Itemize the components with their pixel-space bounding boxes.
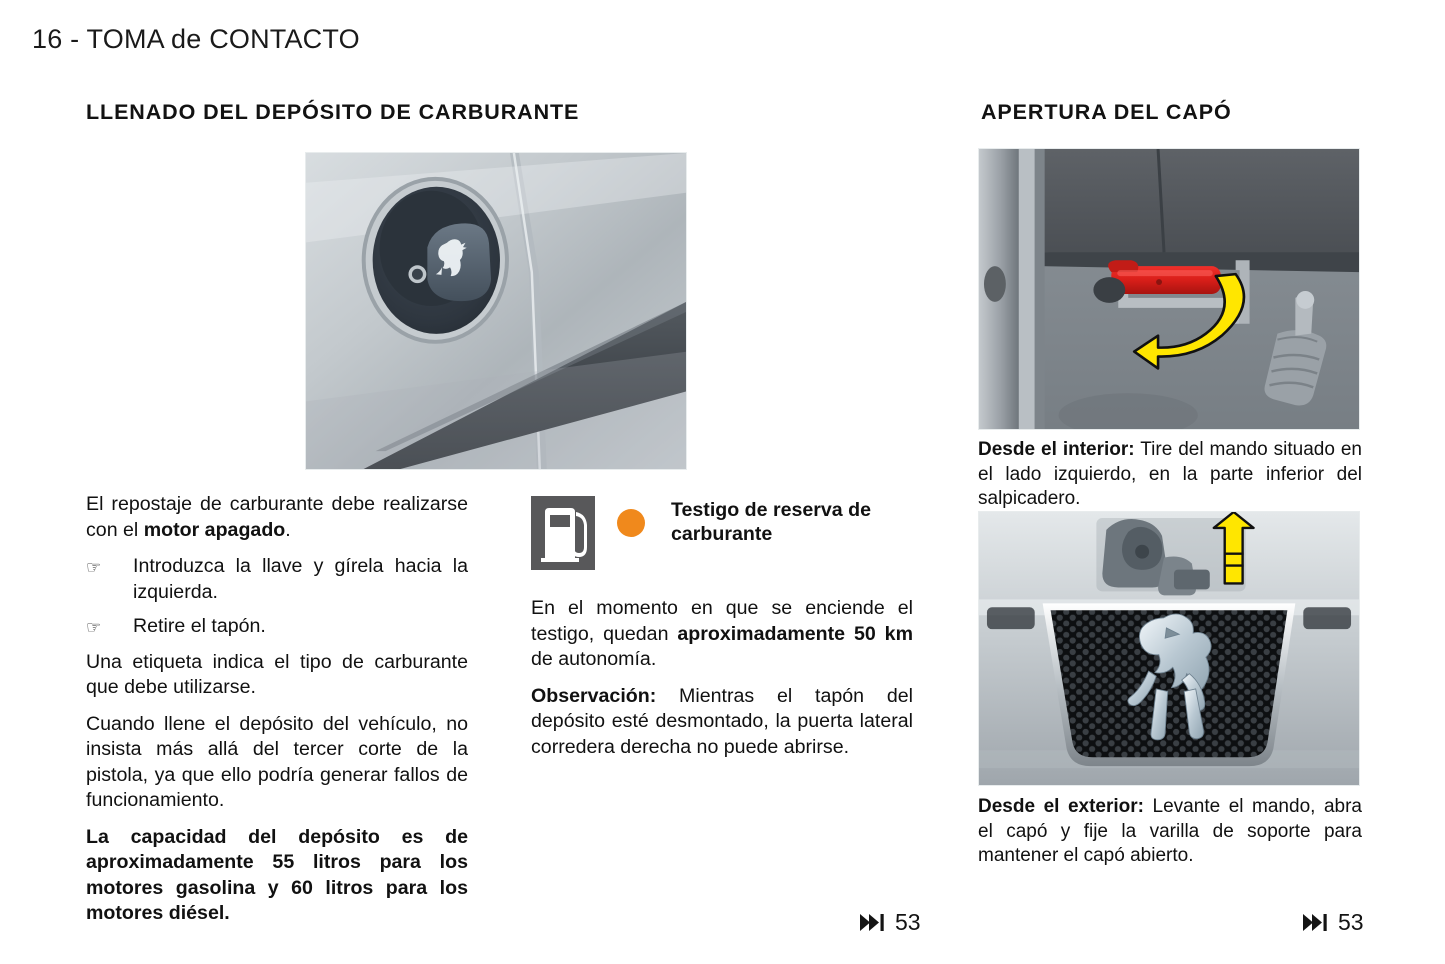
page-running-head: 16 - TOMA de CONTACTO (32, 24, 360, 54)
cross-reference-page-number: 53 (895, 909, 921, 935)
reserve-range-paragraph (531, 596, 913, 673)
fuel-intro-post: . (285, 518, 291, 541)
photo-fuel-filler-cap (305, 152, 687, 470)
reserve-indicator-dot (617, 509, 645, 537)
pointing-hand-icon: ☞ (86, 618, 102, 637)
cross-reference-fuel[interactable] (860, 909, 921, 936)
fuel-reserve-body (531, 596, 913, 760)
list-item (86, 614, 468, 640)
photo-interior-hood-release (978, 148, 1360, 430)
fuel-pump-icon (531, 496, 595, 570)
section-title-hood-opening: APERTURA DEL CAPÓ (981, 100, 1232, 124)
observation-label: Observación: (531, 684, 657, 707)
skip-forward-icon (860, 914, 886, 931)
list-item (86, 554, 468, 605)
cross-reference-hood[interactable] (1303, 909, 1364, 936)
fuel-intro-paragraph (86, 492, 468, 543)
fuel-filling-body (86, 492, 468, 927)
reserve-range-pre: En el momento en que se enciende el testigo, quedan (531, 597, 913, 645)
fuel-intro-pre: El repostaje de carburante debe realizarse con el (86, 493, 468, 541)
fuel-intro-emphasis: motor apagado (143, 518, 286, 541)
fuel-filling-note: Cuando llene el depósito del vehículo, no insista más allá del tercer corte de la pistola, ya que ello podría generar fallos de funcionamiento. (86, 712, 468, 811)
reserve-observation-paragraph (531, 684, 913, 761)
caption-exterior-release (978, 795, 1362, 869)
fuel-reserve-telltale-block (531, 496, 921, 578)
fuel-step-text: Introduzca la llave y gírela hacia la izquierda. (133, 555, 468, 603)
caption-exterior-label: Desde el exterior: (978, 796, 1144, 817)
reserve-range-post: de autonomía. (531, 648, 657, 670)
fuel-steps-list (86, 554, 468, 640)
telltale-label: Testigo de reserva de carburante (671, 499, 872, 545)
caption-exterior-text: Levante el mando, abra el capó y fije la varilla de soporte para mantener el capó abierto. (978, 796, 1362, 866)
fuel-capacity-note: La capacidad del depósito es de aproximadamente 55 litros para los motores gasolina y 60 litros para los motores diésel. (86, 825, 468, 924)
caption-interior-text: Tire del mando situado en el lado izquierdo, en la parte inferior del salpicadero. (978, 439, 1362, 509)
caption-interior-label: Desde el interior: (978, 439, 1135, 460)
section-title-fuel-filling: LLENADO DEL DEPÓSITO DE CARBURANTE (86, 100, 580, 124)
caption-interior-release (978, 438, 1362, 512)
fuel-step-text: Retire el tapón. (133, 615, 266, 637)
pointing-hand-icon: ☞ (86, 558, 102, 577)
fuel-label-note: Una etiqueta indica el tipo de carburante que debe utilizarse. (86, 650, 468, 698)
skip-forward-icon (1303, 914, 1329, 931)
cross-reference-page-number: 53 (1338, 909, 1364, 935)
observation-text: Mientras el tapón del depósito esté desmontado, la puerta lateral corredera derecha no puede abrirse. (531, 684, 913, 758)
reserve-range-emphasis: aproximadamente 50 km (677, 622, 913, 645)
photo-exterior-hood-latch (978, 511, 1360, 786)
